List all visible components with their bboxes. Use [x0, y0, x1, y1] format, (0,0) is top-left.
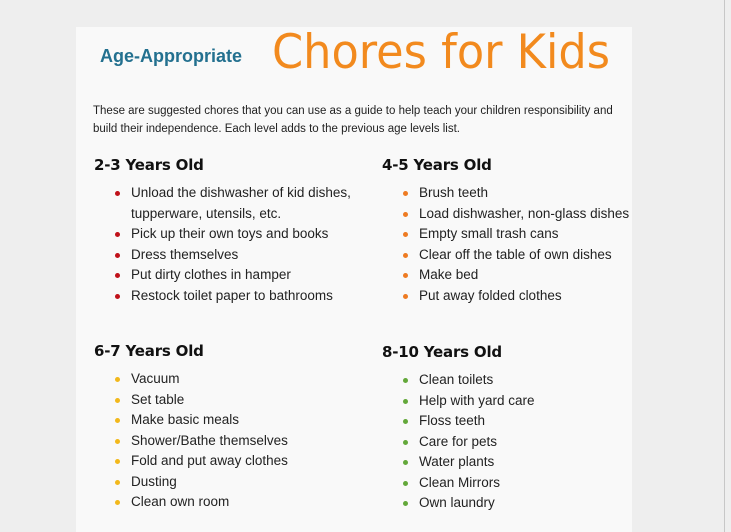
section-heading: 2-3 Years Old	[94, 156, 204, 174]
bullet-icon	[115, 398, 120, 403]
chore-text: Vacuum	[131, 371, 180, 386]
chore-text: Water plants	[419, 454, 495, 469]
bullet-icon	[403, 378, 408, 383]
chores-document	[76, 27, 632, 532]
chore-text: Care for pets	[419, 433, 498, 449]
chore-list	[382, 183, 632, 306]
chore-text: Fold and put away clothes	[131, 453, 288, 468]
bullet-icon	[403, 460, 408, 465]
chore-list	[94, 369, 359, 513]
header-subtitle: Age-Appropriate	[100, 46, 243, 66]
bullet-icon	[115, 232, 120, 237]
chore-text: Put dirty clothes in hamper	[131, 267, 291, 282]
section-2-3-years	[94, 156, 359, 306]
chore-list	[382, 370, 632, 514]
list-item	[94, 286, 359, 307]
bullet-icon	[403, 419, 408, 424]
list-item	[382, 245, 632, 266]
chore-text: Help with yard care	[419, 392, 535, 408]
list-item	[94, 245, 359, 266]
intro-paragraph: These are suggested chores that you can use as a guide to help teach your children responsibility and build their independence. Each level adds to the previous age levels list.	[93, 105, 613, 135]
chore-text: Pick up their own toys and books	[131, 226, 329, 241]
section-4-5-years	[382, 156, 632, 306]
chore-text: Set table	[131, 391, 185, 407]
section-8-10-years	[382, 343, 632, 514]
list-item	[382, 224, 632, 245]
bullet-icon	[403, 481, 408, 486]
list-item	[382, 265, 632, 286]
list-item	[94, 472, 359, 493]
list-item	[94, 369, 359, 390]
list-item	[382, 493, 632, 514]
chore-text: Own laundry	[419, 495, 495, 510]
chore-list	[94, 183, 359, 306]
section-6-7-years	[94, 342, 359, 513]
bullet-icon	[403, 399, 408, 404]
bullet-icon	[115, 377, 120, 382]
list-item	[382, 183, 632, 204]
list-item	[382, 286, 632, 307]
bullet-icon	[403, 191, 408, 196]
list-item	[382, 452, 632, 473]
list-item	[94, 390, 359, 411]
header-title: Chores for Kids	[272, 25, 610, 80]
bullet-icon	[115, 191, 120, 196]
bullet-icon	[403, 440, 408, 445]
section-heading: 6-7 Years Old	[94, 342, 204, 360]
list-item	[382, 370, 632, 391]
chore-text: Restock toilet paper to bathrooms	[131, 287, 333, 303]
chore-text: Dusting	[131, 473, 177, 489]
chore-text: Clean toilets	[419, 372, 494, 387]
window-divider	[724, 0, 725, 532]
list-item	[382, 411, 632, 432]
chore-text: Load dishwasher, non-glass dishes	[419, 205, 630, 221]
chore-text: Dress themselves	[131, 246, 239, 262]
bullet-icon	[115, 253, 120, 258]
bullet-icon	[403, 294, 408, 299]
bullet-icon	[115, 459, 120, 464]
bullet-icon	[115, 294, 120, 299]
bullet-icon	[115, 500, 120, 505]
list-item	[94, 224, 359, 245]
bullet-icon	[115, 480, 120, 485]
list-item	[94, 410, 359, 431]
chore-text: Brush teeth	[419, 185, 489, 200]
bullet-icon	[403, 212, 408, 217]
bullet-icon	[115, 273, 120, 278]
bullet-icon	[115, 418, 120, 423]
bullet-icon	[403, 501, 408, 506]
chore-text: Floss teeth	[419, 413, 486, 428]
chore-text: Empty small trash cans	[419, 226, 559, 241]
chore-text: Put away folded clothes	[419, 287, 562, 303]
chore-text: Clear off the table of own dishes	[419, 246, 612, 262]
bullet-icon	[403, 273, 408, 278]
list-item	[382, 473, 632, 494]
list-item	[94, 183, 359, 224]
list-item	[382, 391, 632, 412]
list-item	[94, 451, 359, 472]
bullet-icon	[115, 439, 120, 444]
chore-text: Unload the dishwasher of kid dishes, tupperware, utensils, etc.	[131, 185, 351, 221]
list-item	[94, 431, 359, 452]
list-item	[382, 432, 632, 453]
section-heading: 8-10 Years Old	[382, 343, 502, 361]
bullet-icon	[403, 232, 408, 237]
chore-text: Make basic meals	[131, 412, 240, 427]
list-item	[94, 492, 359, 513]
chore-text: Make bed	[419, 267, 479, 282]
chore-text: Clean own room	[131, 494, 230, 509]
section-heading: 4-5 Years Old	[382, 156, 492, 174]
document-header	[100, 27, 630, 87]
bullet-icon	[403, 253, 408, 258]
list-item	[94, 265, 359, 286]
chore-text: Shower/Bathe themselves	[131, 432, 288, 448]
chore-text: Clean Mirrors	[419, 474, 501, 490]
list-item	[382, 204, 632, 225]
